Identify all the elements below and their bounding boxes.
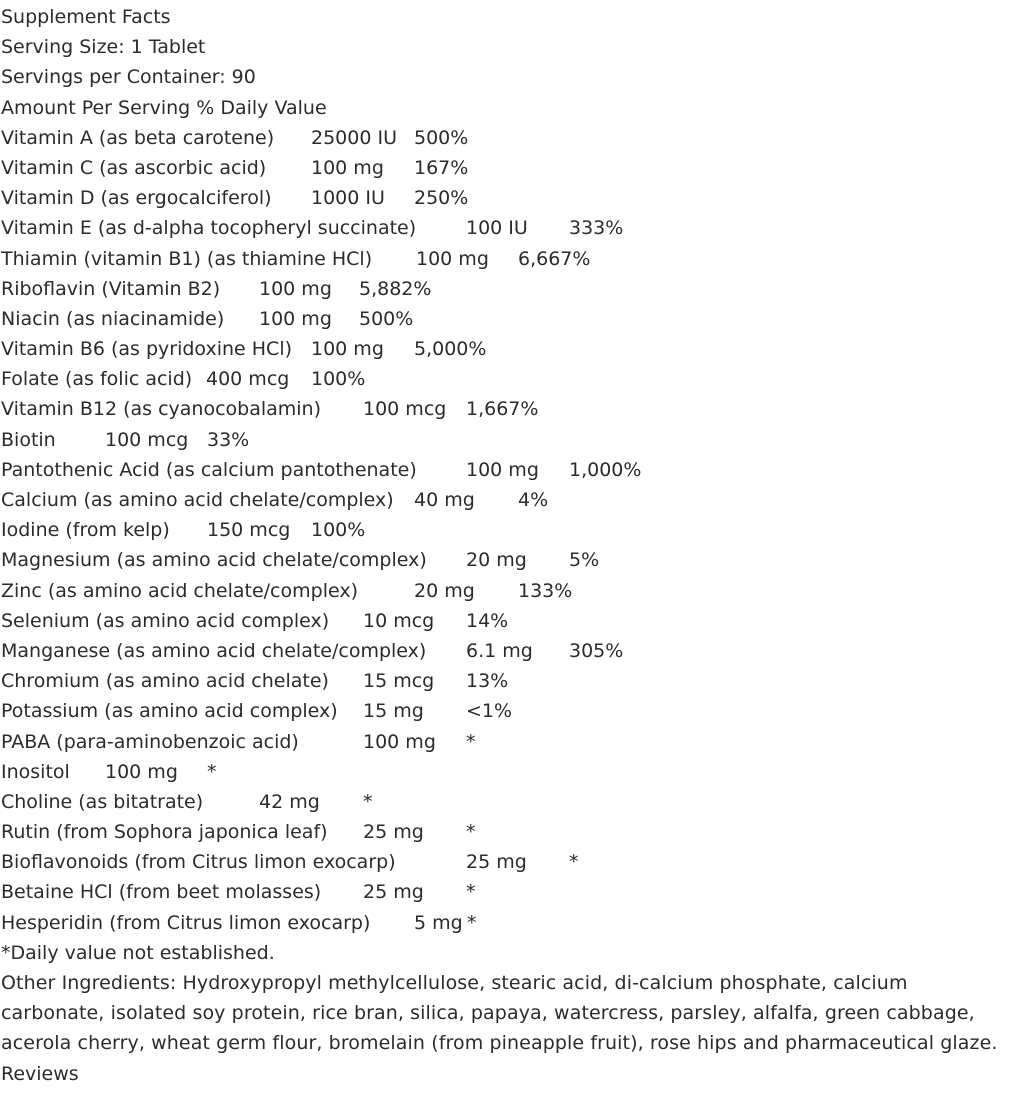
- nutrient-daily-value: *: [467, 911, 477, 934]
- nutrient-amount: 100 mg: [259, 307, 332, 330]
- nutrient-row: [1, 123, 1021, 153]
- reviews-link[interactable]: Reviews: [1, 1062, 79, 1085]
- nutrient-amount: 100 mg: [259, 277, 332, 300]
- nutrient-amount: 100 mg: [105, 760, 178, 783]
- nutrient-daily-value: *: [466, 821, 476, 844]
- nutrient-amount: 100 mg: [311, 338, 384, 361]
- nutrient-amount: 100 mcg: [105, 428, 189, 451]
- nutrient-daily-value: 1,667%: [466, 398, 539, 421]
- nutrient-daily-value: 500%: [359, 307, 414, 330]
- nutrient-daily-value: 5%: [569, 549, 600, 572]
- nutrient-amount: 25 mg: [363, 881, 424, 904]
- nutrient-amount: 25 mg: [363, 821, 424, 844]
- nutrient-name: Iodine (from kelp): [1, 519, 170, 542]
- nutrient-amount: 40 mg: [414, 489, 475, 511]
- nutrient-row: [1, 877, 1021, 907]
- nutrient-amount: 10 mcg: [363, 609, 435, 632]
- nutrient-name: Rutin (from Sophora japonica leaf): [1, 821, 328, 844]
- nutrient-row: [1, 334, 1021, 364]
- servings-per-container: Servings per Container: 90: [1, 66, 256, 89]
- nutrient-row: [1, 757, 1021, 787]
- nutrient-name: Riboflavin (Vitamin B2): [1, 277, 221, 300]
- nutrient-daily-value: 6,667%: [518, 247, 591, 270]
- nutrient-daily-value: 14%: [466, 609, 509, 632]
- supplement-facts-document: [1, 2, 1021, 1089]
- nutrient-name: Betaine HCl (from beet molasses): [1, 881, 322, 904]
- nutrient-name: Choline (as bitatrate): [1, 790, 204, 813]
- nutrient-amount: 100 mg: [416, 247, 489, 270]
- nutrient-name: Vitamin B6 (as pyridoxine HCl): [1, 338, 293, 361]
- nutrient-name: Vitamin C (as ascorbic acid): [1, 156, 267, 179]
- nutrient-daily-value: 33%: [207, 428, 250, 451]
- nutrient-row: [1, 787, 1021, 817]
- nutrient-row: [1, 545, 1021, 575]
- nutrient-daily-value: <1%: [466, 700, 513, 723]
- nutrient-daily-value: 4%: [518, 489, 549, 511]
- nutrient-row: [1, 727, 1021, 757]
- nutrient-row: [1, 696, 1021, 726]
- nutrient-name: Pantothenic Acid (as calcium pantothenate): [1, 458, 417, 481]
- nutrient-name: Magnesium (as amino acid chelate/complex): [1, 549, 427, 572]
- nutrient-daily-value: 100%: [311, 368, 366, 391]
- nutrient-amount: 150 mcg: [207, 519, 291, 542]
- nutrient-name: Vitamin D (as ergocalciferol): [1, 187, 272, 210]
- nutrient-row: [1, 576, 1021, 606]
- nutrient-name: Niacin (as niacinamide): [1, 307, 225, 330]
- nutrient-name: Vitamin B12 (as cyanocobalamin): [1, 398, 322, 421]
- page-title: Supplement Facts: [1, 6, 171, 28]
- nutrient-name: Chromium (as amino acid chelate): [1, 670, 329, 693]
- nutrient-row: [1, 455, 1021, 485]
- nutrient-name: Manganese (as amino acid chelate/complex): [1, 639, 427, 662]
- nutrient-name: Zinc (as amino acid chelate/complex): [1, 579, 358, 602]
- nutrient-row: [1, 244, 1021, 274]
- nutrient-name: Potassium (as amino acid complex): [1, 700, 338, 723]
- nutrient-row: [1, 364, 1021, 394]
- nutrient-amount: 20 mg: [466, 549, 527, 572]
- nutrient-row: [1, 394, 1021, 424]
- nutrient-amount: 100 mg: [466, 458, 539, 481]
- nutrient-daily-value: 13%: [466, 670, 509, 693]
- nutrient-daily-value: 250%: [414, 187, 469, 210]
- nutrient-name: Calcium (as amino acid chelate/complex): [1, 489, 394, 511]
- nutrient-amount: 1000 IU: [311, 187, 385, 210]
- nutrient-name: Vitamin A (as beta carotene): [1, 126, 275, 149]
- nutrient-amount: 15 mcg: [363, 670, 435, 693]
- nutrient-list: [1, 123, 1021, 938]
- amount-header: Amount Per Serving % Daily Value: [1, 96, 327, 119]
- nutrient-row: [1, 515, 1021, 545]
- nutrient-amount: 100 mcg: [363, 398, 447, 421]
- nutrient-name: PABA (para-aminobenzoic acid): [1, 730, 299, 753]
- nutrient-name: Vitamin E (as d-alpha tocopheryl succinate): [1, 217, 417, 240]
- nutrient-daily-value: 133%: [518, 579, 573, 602]
- footnote: *Daily value not established.: [1, 941, 275, 964]
- nutrient-row: [1, 153, 1021, 183]
- nutrient-daily-value: 5,882%: [359, 277, 432, 300]
- nutrient-row: [1, 425, 1021, 455]
- nutrient-name: Thiamin (vitamin B1) (as thiamine HCl): [1, 247, 373, 270]
- other-ingredients: Other Ingredients: Hydroxypropyl methylcellulose, stearic acid, di-calcium phosphate, calcium carbonate, isolated soy protein, rice bran, silica, papaya, watercress, parsley, alfalfa, green cabbage, acerola cherry, wheat germ flour, bromelain (from pineapple fruit), rose hips and pharmaceutical glaze.: [1, 972, 998, 1055]
- nutrient-amount: 25 mg: [466, 851, 527, 874]
- nutrient-row: [1, 636, 1021, 666]
- nutrient-daily-value: *: [207, 760, 217, 783]
- nutrient-daily-value: 333%: [569, 217, 624, 240]
- nutrient-row: [1, 304, 1021, 334]
- nutrient-row: [1, 666, 1021, 696]
- nutrient-row: [1, 183, 1021, 213]
- nutrient-row: [1, 213, 1021, 243]
- nutrient-amount: 400 mcg: [206, 368, 290, 391]
- nutrient-name: Hesperidin (from Citrus limon exocarp): [1, 911, 371, 934]
- nutrient-name: Biotin: [1, 428, 56, 451]
- nutrient-row: [1, 485, 1021, 515]
- nutrient-daily-value: *: [569, 851, 579, 874]
- nutrient-row: [1, 908, 1021, 938]
- nutrient-daily-value: 5,000%: [414, 338, 487, 361]
- nutrient-name: Folate (as folic acid): [1, 368, 193, 391]
- nutrient-row: [1, 274, 1021, 304]
- nutrient-amount: 6.1 mg: [466, 639, 533, 662]
- nutrient-daily-value: *: [466, 881, 476, 904]
- nutrient-amount: 15 mg: [363, 700, 424, 723]
- nutrient-daily-value: 167%: [414, 156, 469, 179]
- nutrient-amount: 42 mg: [259, 790, 320, 813]
- nutrient-row: [1, 847, 1021, 877]
- nutrient-daily-value: 100%: [311, 519, 366, 542]
- serving-size: Serving Size: 1 Tablet: [1, 36, 206, 59]
- nutrient-amount: 25000 IU: [311, 126, 397, 149]
- nutrient-amount: 5 mg: [414, 911, 463, 934]
- nutrient-daily-value: 1,000%: [569, 458, 642, 481]
- nutrient-amount: 20 mg: [414, 579, 475, 602]
- nutrient-name: Inositol: [1, 760, 70, 783]
- nutrient-daily-value: *: [466, 730, 476, 753]
- nutrient-amount: 100 IU: [466, 217, 528, 240]
- nutrient-name: Selenium (as amino acid complex): [1, 609, 330, 632]
- nutrient-name: Bioflavonoids (from Citrus limon exocarp): [1, 851, 396, 874]
- nutrient-daily-value: 500%: [414, 126, 469, 149]
- nutrient-row: [1, 817, 1021, 847]
- nutrient-amount: 100 mg: [363, 730, 436, 753]
- nutrient-row: [1, 606, 1021, 636]
- nutrient-daily-value: 305%: [569, 639, 624, 662]
- nutrient-amount: 100 mg: [311, 156, 384, 179]
- nutrient-daily-value: *: [363, 790, 373, 813]
